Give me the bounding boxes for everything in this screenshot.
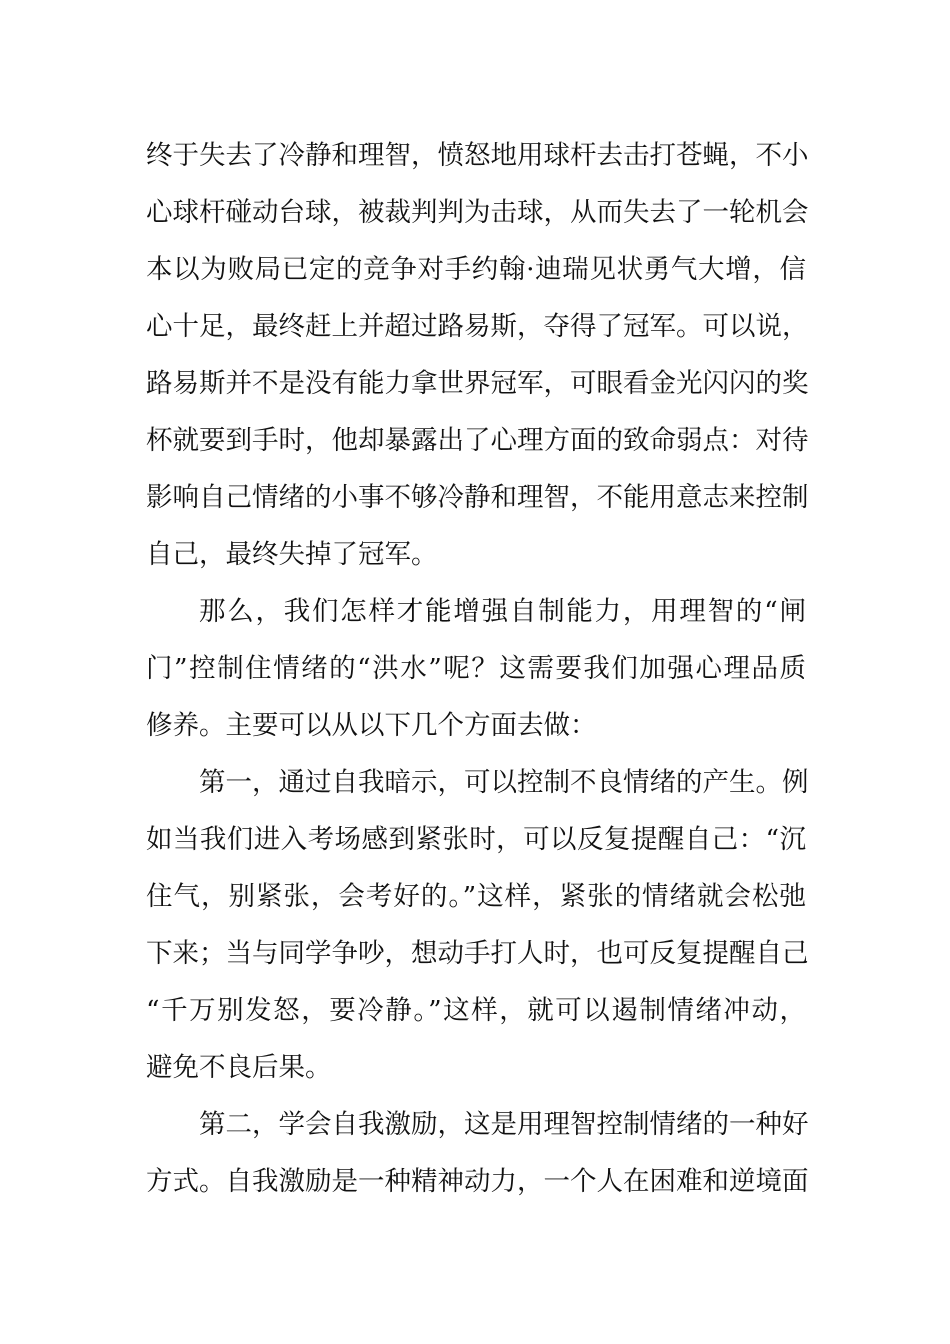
text-line: 路易斯并不是没有能力拿世界冠军，可眼看金光闪闪的奖 [146,368,809,399]
text-line: 修养。主要可以从以下几个方面去做： [146,710,597,741]
text-line: 那么，我们怎样才能增强自制能力，用理智的“闸 [199,596,806,627]
paragraph-1 [146,127,809,583]
paragraph-3 [146,754,809,1096]
text-line: 下来；当与同学争吵，想动手打人时，也可反复提醒自己 [146,938,809,969]
text-line: 本以为败局已定的竞争对手约翰·迪瑞见状勇气大增，信 [146,254,806,285]
text-line: 影响自己情绪的小事不够冷静和理智，不能用意志来控制 [146,482,809,513]
text-line: “千万别发怒，要冷静。”这样，就可以遏制情绪冲动， [146,995,806,1026]
text-line: 住气，别紧张，会考好的。”这样，紧张的情绪就会松弛 [146,881,806,912]
text-line: 心球杆碰动台球，被裁判判为击球，从而失去了一轮机会 [146,197,809,228]
text-line: 如当我们进入考场感到紧张时，可以反复提醒自己：“沉 [146,824,806,855]
text-line: 第二，学会自我激励，这是用理智控制情绪的一种好 [199,1109,809,1140]
paragraph-4 [146,1096,809,1210]
text-line: 门”控制住情绪的“洪水”呢？这需要我们加强心理品质 [146,653,806,684]
text-line: 自己，最终失掉了冠军。 [146,539,438,570]
text-line: 杯就要到手时，他却暴露出了心理方面的致命弱点：对待 [146,425,809,456]
paragraph-2 [146,583,806,754]
body-text [146,127,809,1210]
text-line: 终于失去了冷静和理智，愤怒地用球杆去击打苍蝇，不小 [146,140,809,171]
text-line: 第一，通过自我暗示，可以控制不良情绪的产生。例 [199,767,809,798]
text-line: 避免不良后果。 [146,1052,332,1083]
text-line: 心十足，最终赶上并超过路易斯，夺得了冠军。可以说， [146,311,809,342]
text-line: 方式。自我激励是一种精神动力，一个人在困难和逆境面 [146,1166,809,1197]
